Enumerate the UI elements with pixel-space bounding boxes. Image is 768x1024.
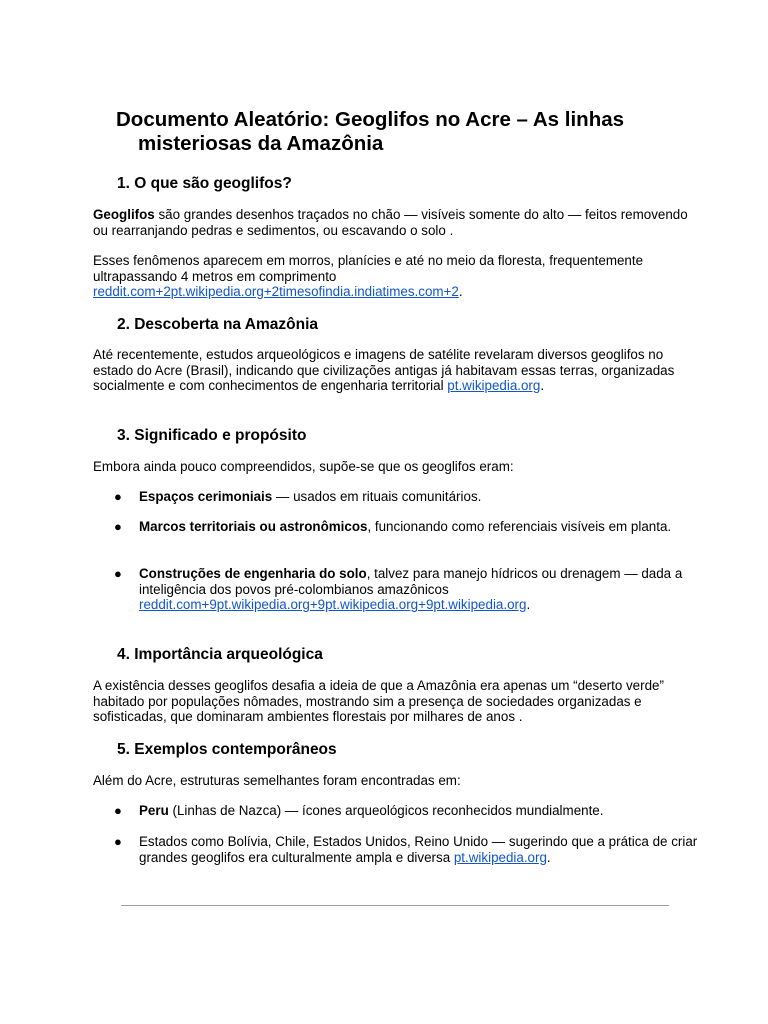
- paragraph-text: são grandes desenhos traçados no chão — visíveis somente do alto — feitos removendo ou rearranjando pedras e sedimentos, ou escavando o solo .: [93, 207, 688, 238]
- list-item-term: Peru: [139, 803, 169, 818]
- paragraph-geoglifos-definition: [93, 207, 693, 238]
- source-link[interactable]: reddit.com+2pt.wikipedia.org+2timesofindia.indiatimes.com+2: [93, 284, 459, 300]
- paragraph-discovery: [93, 347, 693, 394]
- paragraph-end: .: [458, 284, 463, 300]
- list-item-text: , funcionando como referenciais visíveis em planta.: [367, 519, 672, 534]
- paragraph-end: .: [540, 378, 545, 394]
- list-item-term: Marcos territoriais ou astronômicos: [139, 519, 368, 534]
- document-title: Documento Aleatório: Geoglifos no Acre – As linhas misteriosas da Amazônia: [116, 108, 625, 155]
- paragraph-examples-intro: Além do Acre, estruturas semelhantes foram encontradas em:: [93, 773, 461, 788]
- list-item: [114, 566, 699, 613]
- section-heading-1: 1. O que são geoglifos?: [117, 175, 292, 192]
- paragraph-purpose-intro: Embora ainda pouco compreendidos, supõe-se que os geoglifos eram:: [93, 459, 514, 474]
- paragraph-text: Esses fenômenos aparecem em morros, planícies e até no meio da floresta, frequentemente ultrapassando 4 metros em comprimento: [93, 253, 644, 284]
- section-heading-3: 3. Significado e propósito: [117, 427, 307, 444]
- list-item-text: Estados como Bolívia, Chile, Estados Unidos, Reino Unido — sugerindo que a prática de criar grandes geoglifos era culturalmente ampla e diversa: [139, 834, 698, 865]
- list-item: [114, 834, 699, 865]
- bullet-icon: ●: [114, 489, 122, 504]
- horizontal-divider: [121, 905, 669, 906]
- list-item-text: , talvez para manejo hídricos ou drenagem — dada a inteligência dos povos pré-colombianos amazônicos: [139, 566, 683, 597]
- section-heading-4: 4. Importância arqueológica: [117, 646, 323, 663]
- paragraph-importance: A existência desses geoglifos desafia a ideia de que a Amazônia era apenas um “deserto verde” habitado por populações nômades, mostrando sim a presença de sociedades organizadas e sofisticadas, que dominaram ambientes florestais por milhares de anos .: [93, 678, 664, 725]
- bullet-icon: ●: [114, 566, 122, 581]
- term-geoglifos: Geoglifos: [93, 207, 155, 222]
- bullet-icon: ●: [114, 803, 122, 818]
- list-item: [114, 489, 699, 505]
- bullet-icon: ●: [114, 834, 122, 849]
- list-item-term: Espaços cerimoniais: [139, 489, 273, 504]
- list-item-end: .: [546, 849, 551, 865]
- source-link[interactable]: reddit.com+9pt.wikipedia.org+9pt.wikipedia.org+9pt.wikipedia.org: [139, 597, 527, 613]
- paragraph-text: Até recentemente, estudos arqueológicos e imagens de satélite revelaram diversos geoglifos no estado do Acre (Brasil), indicando que civilizações antigas já habitavam essas terras, organizadas socialmente e com conhecimentos de engenharia territorial: [93, 347, 675, 394]
- section-heading-2: 2. Descoberta na Amazônia: [117, 316, 318, 333]
- list-item-text: — usados em rituais comunitários.: [272, 489, 482, 504]
- list-item: [114, 519, 699, 535]
- section-heading-5: 5. Exemplos contemporâneos: [117, 741, 337, 758]
- list-item-text: (Linhas de Nazca) — ícones arqueológicos reconhecidos mundialmente.: [168, 803, 604, 818]
- list-item: [114, 803, 699, 819]
- source-link[interactable]: pt.wikipedia.org: [453, 849, 547, 865]
- bullet-icon: ●: [114, 519, 122, 534]
- list-item-end: .: [526, 597, 531, 613]
- source-link[interactable]: pt.wikipedia.org: [447, 378, 541, 394]
- list-item-term: Construções de engenharia do solo: [139, 566, 367, 581]
- paragraph-geoglifos-locations: [93, 253, 693, 300]
